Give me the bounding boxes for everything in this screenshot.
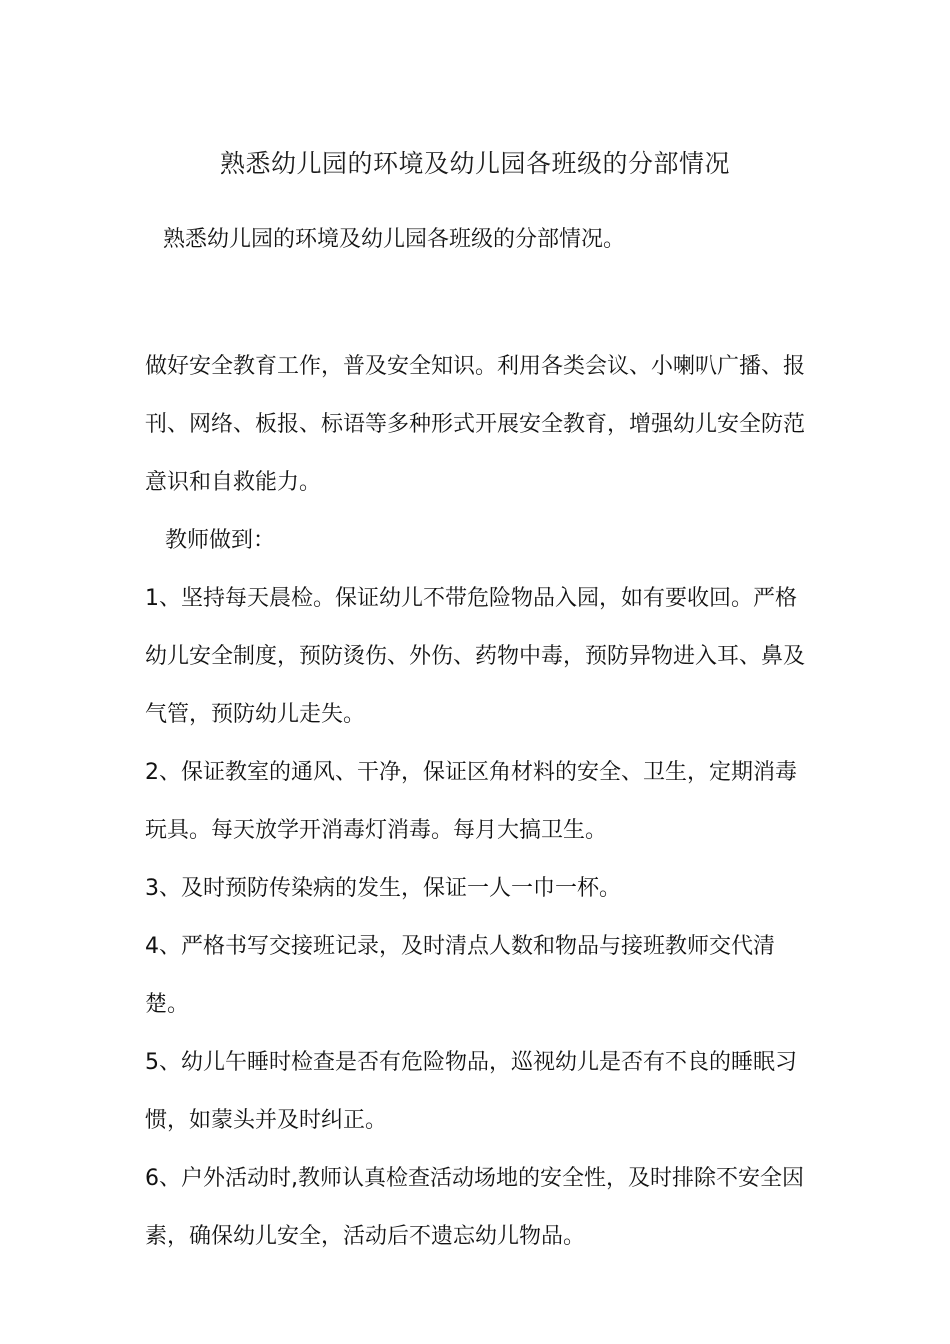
paragraph-safety-education: 做好安全教育工作，普及安全知识。利用各类会议、小喇叭广播、报刊、网络、板报、标语等多种形式开展安全教育，增强幼儿安全防范意识和自救能力。: [145, 354, 806, 495]
list-item: 3、及时预防传染病的发生，保证一人一巾一杯。: [145, 876, 621, 901]
list-item: 2、保证教室的通风、干净，保证区角材料的安全、卫生，定期消毒玩具。每天放学开消毒灯消毒。每月大搞卫生。: [145, 760, 797, 843]
list-item: 4、严格书写交接班记录，及时清点人数和物品与接班教师交代清楚。: [145, 934, 775, 1017]
document-body: [145, 338, 809, 1266]
paragraph-teacher-heading: 教师做到：: [165, 528, 276, 553]
document-subtitle: 熟悉幼儿园的环境及幼儿园各班级的分部情况。: [163, 227, 626, 252]
list-item: 5、幼儿午睡时检查是否有危险物品，巡视幼儿是否有不良的睡眠习惯，如蒙头并及时纠正。: [145, 1050, 797, 1133]
list-item: 1、坚持每天晨检。保证幼儿不带危险物品入园，如有要收回。严格幼儿安全制度，预防烫伤、外伤、药物中毒，预防异物进入耳、鼻及气管，预防幼儿走失。: [145, 586, 806, 727]
list-item: 6、户外活动时,教师认真检查活动场地的安全性，及时排除不安全因素，确保幼儿安全，活动后不遗忘幼儿物品。: [145, 1166, 804, 1249]
document-title: 熟悉幼儿园的环境及幼儿园各班级的分部情况: [219, 149, 730, 178]
